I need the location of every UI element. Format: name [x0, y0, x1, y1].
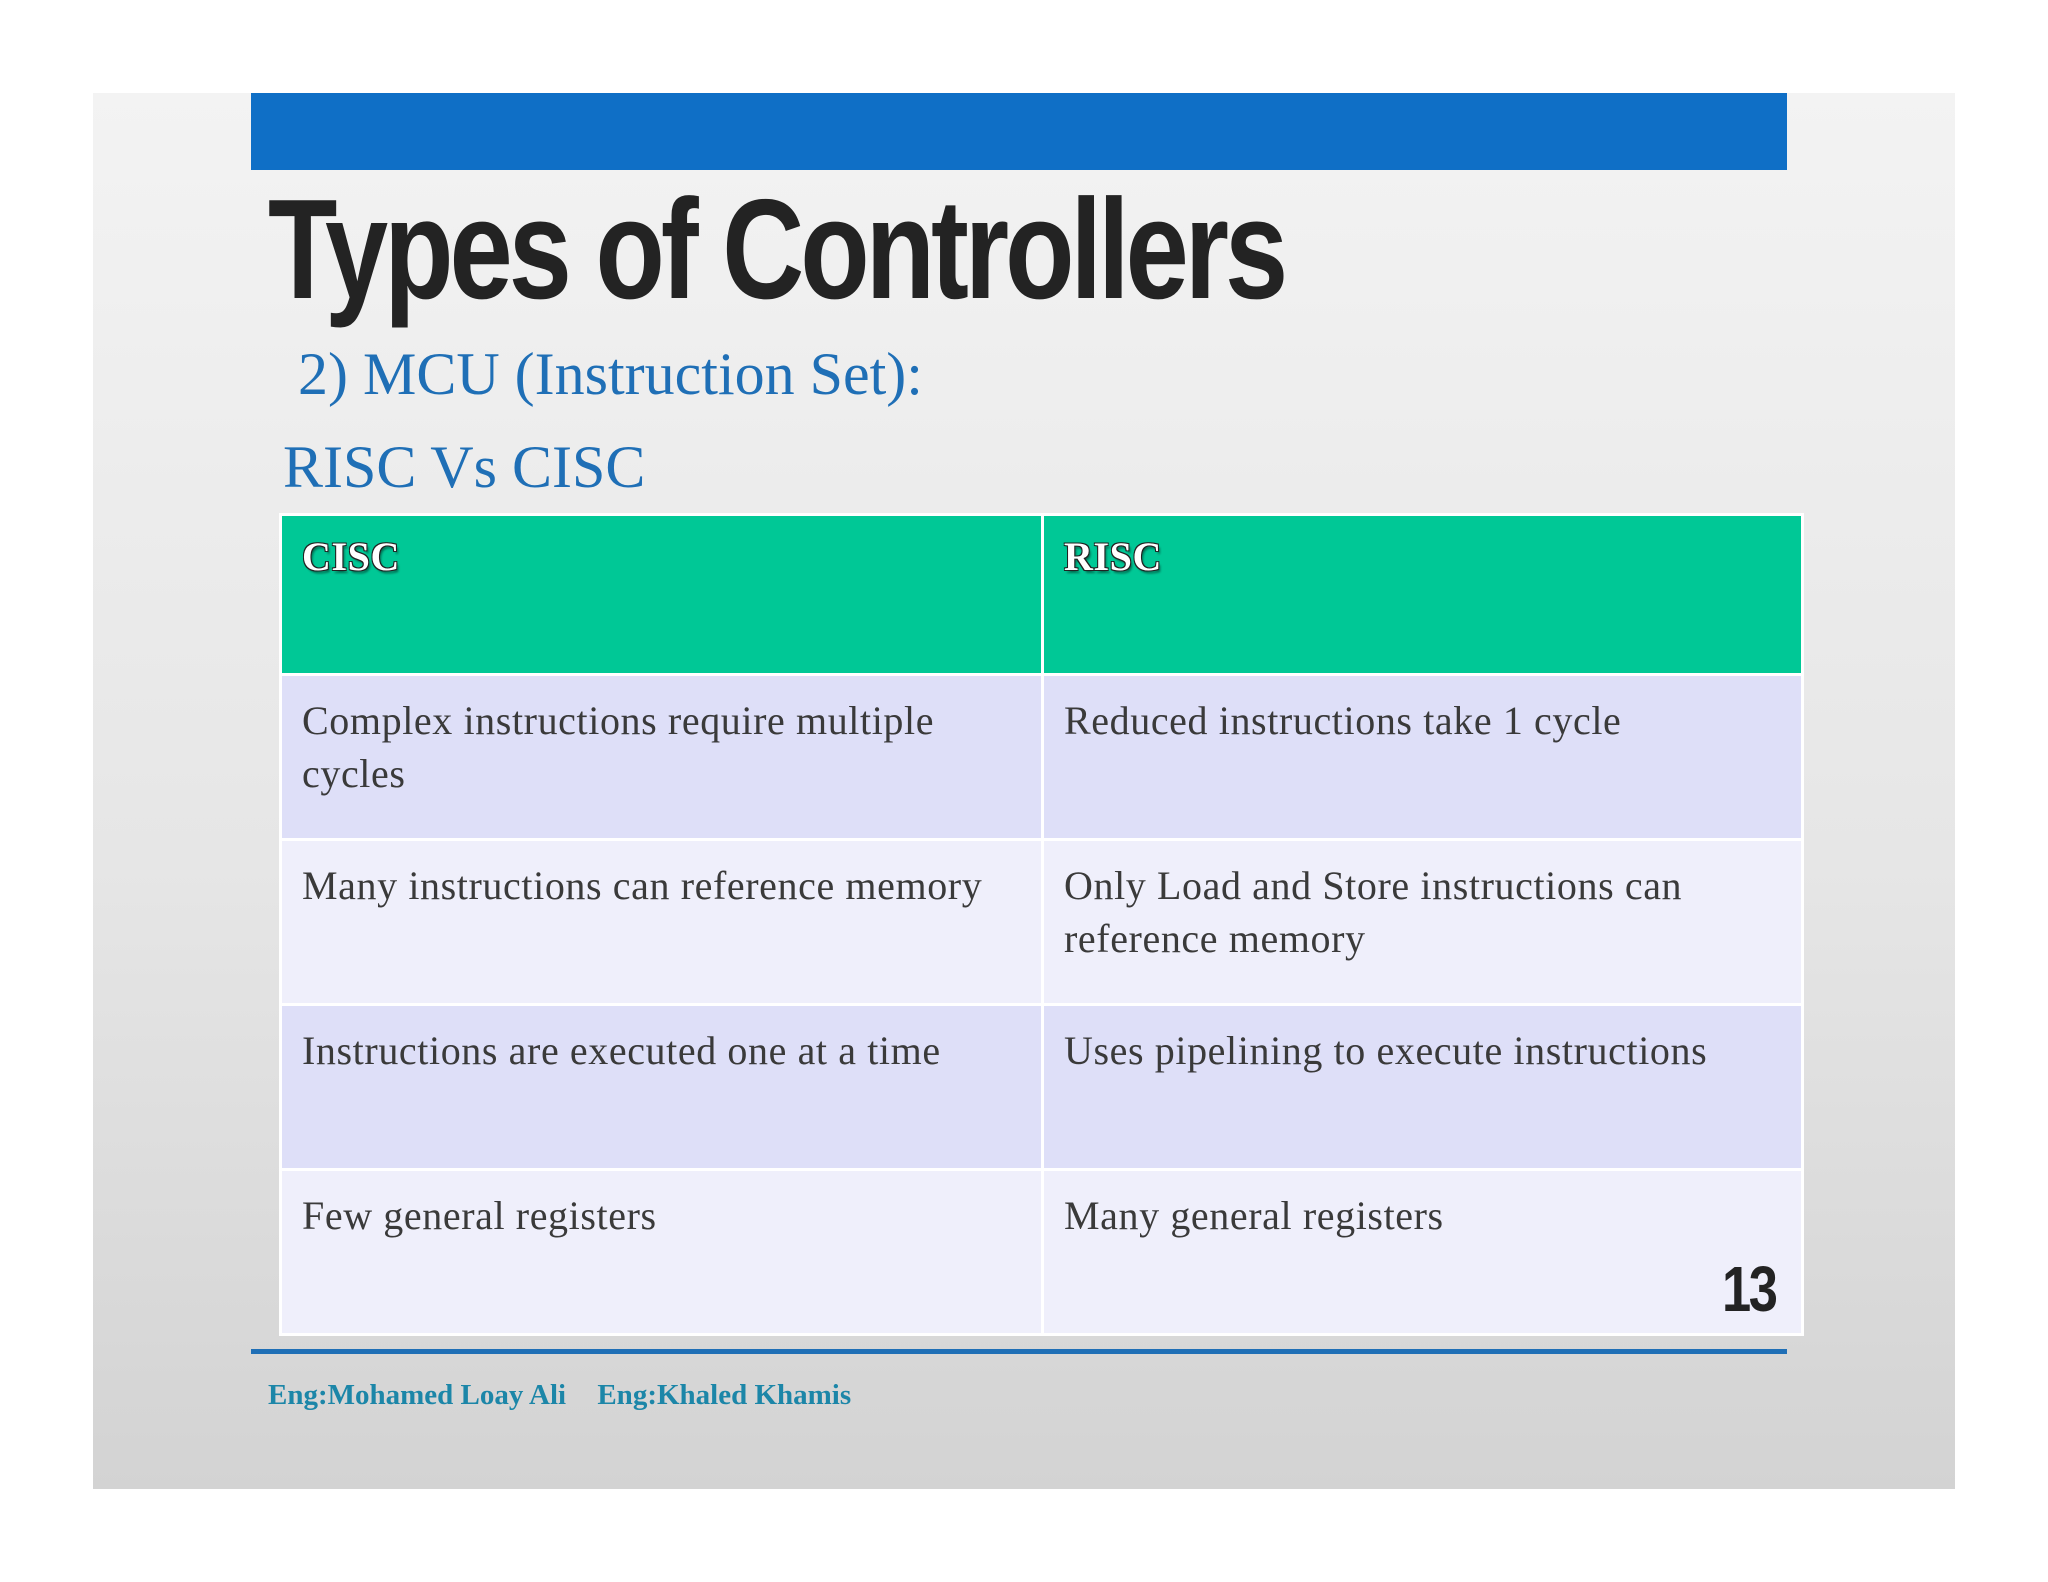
table-row — [281, 675, 1803, 840]
cisc-cell: Complex instructions require multiple cycles — [281, 675, 1043, 840]
table-row — [281, 1170, 1803, 1335]
author-name: Eng:Khaled Khamis — [597, 1379, 852, 1411]
footer-authors — [268, 1377, 851, 1413]
header-cisc: CISC — [281, 515, 1043, 675]
cisc-cell: Many instructions can reference memory — [281, 840, 1043, 1005]
risc-cell: Many general registers — [1043, 1170, 1803, 1335]
top-accent-bar — [251, 93, 1787, 170]
page-number: 13 — [1722, 1253, 1776, 1325]
table-row — [281, 1005, 1803, 1170]
table-row — [281, 840, 1803, 1005]
section-heading: RISC Vs CISC — [283, 434, 646, 500]
header-risc: RISC — [1043, 515, 1803, 675]
author-name: Eng:Mohamed Loay Ali — [268, 1379, 567, 1411]
cisc-cell: Instructions are executed one at a time — [281, 1005, 1043, 1170]
cisc-cell: Few general registers — [281, 1170, 1043, 1335]
footer-divider — [251, 1349, 1787, 1354]
slide-subtitle: 2) MCU (Instruction Set): — [298, 341, 923, 407]
risc-cell: Reduced instructions take 1 cycle — [1043, 675, 1803, 840]
risc-cell: Only Load and Store instructions can reference memory — [1043, 840, 1803, 1005]
slide-title: Types of Controllers — [268, 170, 1285, 329]
comparison-table — [279, 513, 1804, 1336]
table-header-row — [281, 515, 1803, 675]
risc-cell: Uses pipelining to execute instructions — [1043, 1005, 1803, 1170]
